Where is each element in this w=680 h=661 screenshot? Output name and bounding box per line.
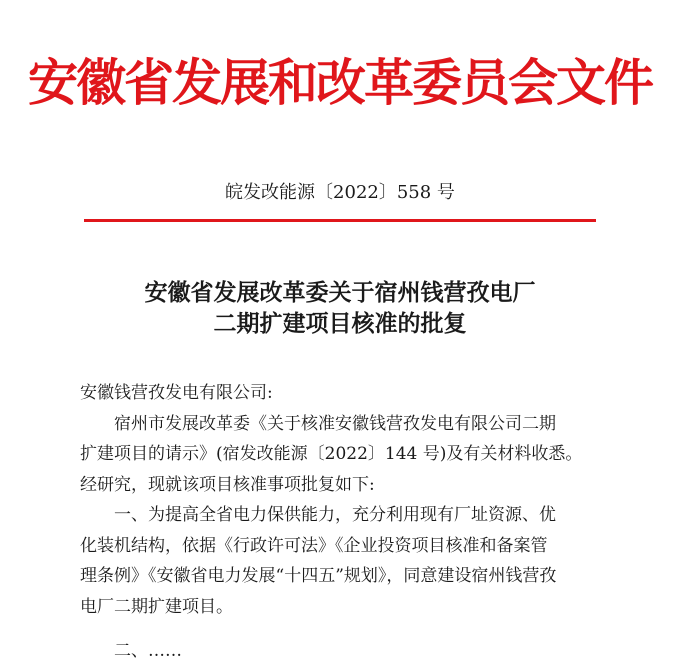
body-line-2: 扩建项目的请示》(宿发改能源〔2022〕144 号)及有关材料收悉。 [80,444,583,464]
body-line-3: 经研究，现就该项目核准事项批复如下: [80,474,375,495]
issuing-organization-title: 安徽省发展和改革委员会文件 [28,54,652,112]
addressee: 安徽钱营孜发电有限公司: [80,383,273,403]
body-line-5: 化装机结构，依据《行政许可法》《企业投资项目核准和备案管 [80,535,548,556]
document-number: 皖发改能源〔2022〕558 号 [225,182,455,203]
body-line-cut-off: 二、…… [114,641,182,661]
body-line-6: 理条例》《安徽省电力发展“十四五”规划》，同意建设宿州钱营孜 [80,566,557,586]
document-title [0,278,680,340]
body-line-4: 一、为提高全省电力保供能力，充分利用现有厂址资源、优 [114,505,556,525]
document-body [80,378,620,622]
document-title-line-1: 安徽省发展改革委关于宿州钱营孜电厂 [144,280,536,306]
document-title-line-2: 二期扩建项目核准的批复 [213,311,467,337]
red-divider-line [84,219,596,222]
body-line-1: 宿州市发展改革委《关于核准安徽钱营孜发电有限公司二期 [114,413,556,434]
body-line-7: 电厂二期扩建项目。 [80,596,233,617]
